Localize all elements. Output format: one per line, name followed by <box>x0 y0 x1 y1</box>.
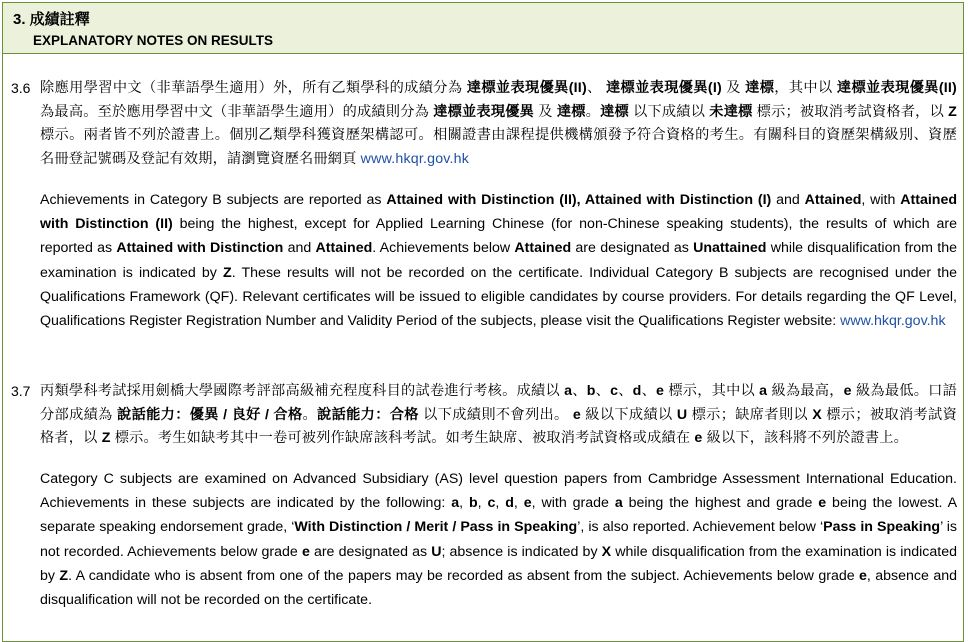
bold-term: Attained <box>514 240 572 257</box>
text: 以下成績以 <box>628 103 710 120</box>
bold-term: c <box>610 383 619 399</box>
bold-term: Z <box>223 264 232 281</box>
text: , <box>459 495 469 512</box>
bold-term: Attained with Distinction (II) <box>40 192 957 233</box>
bold-term: d <box>505 495 514 512</box>
text: 標示；缺席者則以 <box>687 406 813 423</box>
text: 丙類學科考試採用劍橋大學國際考評部高級補充程度科目的試卷進行考核。成績以 <box>40 383 565 399</box>
bold-term: e <box>656 383 665 399</box>
bold-term: a <box>451 495 460 512</box>
text: 級以下成績以 <box>581 406 677 423</box>
text: being the highest, except for Applied Learning Chinese (for non-Chinese speaking students), the results of which are reported as <box>40 216 957 257</box>
hkqr-link-en[interactable]: www.hkqr.gov.hk <box>840 313 946 330</box>
note-3-6-number: 3.6 <box>11 80 31 96</box>
text: 為最高。至於應用學習中文（非華語學生適用）的成績則分為 <box>40 103 434 120</box>
text: . These results will not be recorded on the certificate. Individual Category B subjects are recognised under the Qualifications Framework (QF). Relevant certificates will be issued to eligible candidates by course providers. For details regarding the QF Level, Qualifications Register Registration Number and Validity Period of the subjects, please visit the Qualifications Register website: <box>40 264 957 330</box>
bold-term: e <box>859 567 867 584</box>
text: 、 <box>586 80 606 96</box>
text: 標示，其中以 <box>664 383 760 399</box>
note-3-7-number: 3.7 <box>11 383 31 399</box>
bold-term: Pass in Speaking <box>823 519 941 536</box>
bold-term: Z <box>59 567 69 584</box>
text: , <box>495 495 506 512</box>
text: 級以下，該科將不列於證書上。 <box>702 430 909 446</box>
text: while disqualification from the examination is indicated by <box>40 240 957 281</box>
text: are designated as <box>309 543 432 560</box>
text: 除應用學習中文（非華語學生適用）外，所有乙類學科的成績分為 <box>40 80 467 96</box>
bold-term: e <box>301 543 310 560</box>
bold-term: X <box>601 543 612 560</box>
bold-term: Attained with Distinction <box>116 240 284 257</box>
text: ’, is also reported. Achievement below ‘ <box>577 519 824 536</box>
bold-term: With Distinction / Merit / Pass in Speaking <box>294 519 578 536</box>
bold-term: Z <box>101 430 111 446</box>
text: ，其中以 <box>774 80 837 96</box>
text: . A candidate who is absent from one of the papers may be recorded as absent from the subject. Achievements below grade <box>68 567 860 584</box>
text: 級為最低。口語分部成績為 <box>40 383 957 423</box>
bold-term: U <box>431 543 442 560</box>
bold-term: 說話能力：優異 / 良好 / 合格 <box>117 406 303 423</box>
bold-term: 說話能力：合格 <box>317 406 419 423</box>
bold-term: 達標並表現優異 <box>433 103 535 120</box>
text: being the highest and grade <box>622 495 819 512</box>
note-3-6-chinese <box>40 77 957 171</box>
text: , absence and disqualification will not be recorded on the certificate. <box>40 567 957 609</box>
text: 、 <box>618 383 633 399</box>
text: 及 <box>534 103 557 120</box>
note-3-7-chinese <box>40 380 957 451</box>
bold-term: c <box>487 495 496 512</box>
bold-term: a <box>614 495 623 512</box>
text: , with <box>861 192 901 208</box>
bold-term: a <box>564 383 573 399</box>
text: ’ is not recorded. Achievements below grade <box>40 519 957 560</box>
text: , <box>477 495 488 512</box>
text: 、 <box>595 383 611 399</box>
text: and <box>283 240 316 257</box>
section-header <box>3 3 963 54</box>
text: 級為最高， <box>767 383 844 399</box>
bold-term: b <box>586 383 596 399</box>
bold-term: 達標 <box>556 103 586 120</box>
text: 、 <box>641 383 657 399</box>
text: 及 <box>721 80 746 96</box>
text: Category C subjects are examined on Advanced Subsidiary (AS) level question papers from Cambridge Assessment International Education. Achievements in these subjects are indicated by the following: <box>40 471 957 512</box>
bold-term: 達標並表現優異(I) <box>605 80 722 96</box>
hkqr-link-zh[interactable]: www.hkqr.gov.hk <box>360 150 470 167</box>
bold-term: 達標並表現優異(II) <box>466 80 587 96</box>
bold-term: e <box>818 495 827 512</box>
bold-term: a <box>759 383 768 399</box>
text: while disqualification from the examination is indicated by <box>40 543 957 584</box>
bold-term: 達標 <box>745 80 775 96</box>
text: are designated as <box>571 240 694 257</box>
bold-term: e <box>694 430 703 446</box>
bold-term: Unattained <box>693 240 767 257</box>
note-3-7-english <box>40 467 957 612</box>
section-subtitle: EXPLANATORY NOTES ON RESULTS <box>33 33 274 48</box>
text: . Achievements below <box>372 240 515 257</box>
bold-term: Attained <box>315 240 373 257</box>
text: ; absence is indicated by <box>441 543 602 560</box>
bold-term: e <box>523 495 532 512</box>
bold-term: e <box>572 406 581 423</box>
text: 標示。兩者皆不列於證書上。個別乙類學科獲資歷架構認可。相關證書由課程提供機構頒發予符合資格的考生。有關科目的資歷架構級別、資歷名冊登記號碼及登記有效期，請瀏覽資歷名冊網頁 <box>40 127 957 167</box>
text: Achievements in Category B subjects are reported as <box>40 192 387 208</box>
bold-term: U <box>676 406 688 423</box>
text: 標示；被取消考試資格者，以 <box>752 103 949 120</box>
text: 。 <box>302 406 318 423</box>
text: 以下成績則不會列出。 <box>418 406 573 423</box>
bold-term: Attained with Distinction (II), Attained with Distinction (I) <box>386 192 772 208</box>
bold-term: Attained <box>804 192 862 208</box>
text: 標示；被取消考試資格者，以 <box>40 406 957 446</box>
bold-term: b <box>468 495 478 512</box>
text: 標示。考生如缺考其中一卷可被列作缺席該科考試。如考生缺席、被取消考試資格或成績在 <box>110 430 695 446</box>
bold-term: 達標並表現優異(II) <box>836 80 957 96</box>
bold-term: X <box>812 406 822 423</box>
text: and <box>771 192 805 208</box>
text: 、 <box>572 383 587 399</box>
bold-term: 達標 <box>600 103 629 120</box>
text: 。 <box>585 103 601 120</box>
bold-term: 未達標 <box>709 103 753 120</box>
bold-term: Z <box>948 103 958 120</box>
bold-term: e <box>843 383 852 399</box>
text: , <box>513 495 524 512</box>
note-3-6-english <box>40 188 957 333</box>
bold-term: d <box>632 383 642 399</box>
text: , with grade <box>531 495 615 512</box>
text: being the lowest. A separate speaking endorsement grade, ‘ <box>40 495 958 536</box>
section-title: 3. 成績註釋 <box>13 11 90 28</box>
